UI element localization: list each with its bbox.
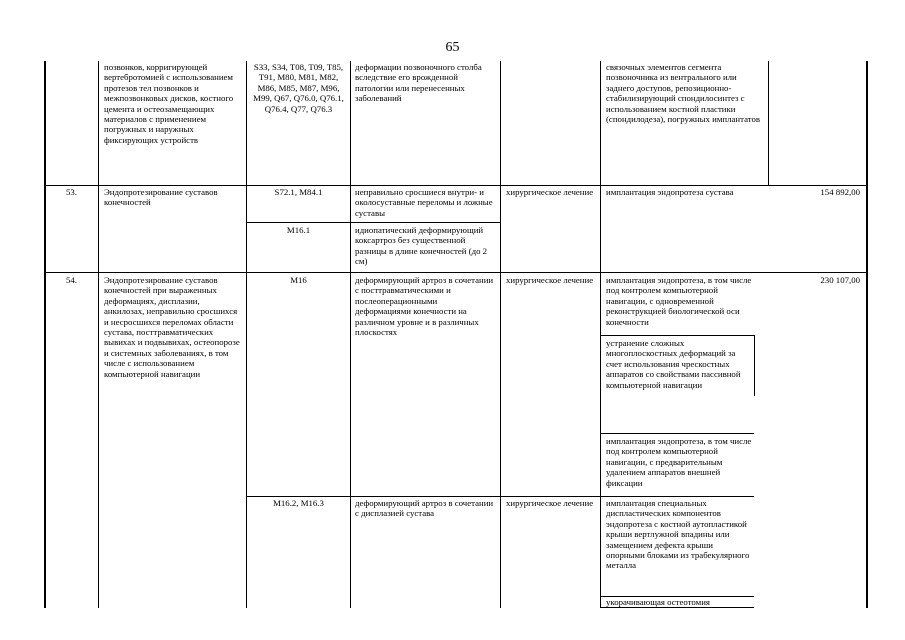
row-cost: 230 107,00 (820, 275, 860, 285)
row-codes: M16 (290, 275, 307, 285)
row-model: неправильно сросшиеся внутри- и околосуставные переломы и ложные суставы (355, 187, 493, 218)
row-number: 53. (66, 187, 77, 197)
row-codes: S72.1, M84.1 (274, 187, 323, 197)
row-codes: M16.1 (286, 225, 311, 235)
row-name: позвонков, корригирующей вертебротомией с использованием протезов тел позвонков и межпозвонковых дисков, костного цемента и остеозамещающих материалов с применением погружных и наружных фиксирующих устройств (104, 62, 234, 145)
row-treatment-type: хирургическое лечение (506, 187, 594, 197)
row-method: имплантация эндопротеза, в том числе под контролем компьютерной навигации, с одновременной реконструкцией биологической оси конечности (606, 275, 752, 327)
row-name: Эндопротезирование суставов конечностей (104, 187, 218, 208)
row-cost: 154 892,00 (820, 187, 860, 197)
row-model: деформирующий артроз в сочетании с дисплазией сустава (355, 498, 494, 519)
row-method: укорачивающая остеотомия (606, 597, 710, 607)
row-method: связочных элементов сегмента позвоночника из вентрального или заднего доступов, репозиционно-стабилизирующий спондилосинтез с использованием костной пластики (спондилодеза), погружных имплантатов (606, 62, 761, 125)
row-method: имплантация специальных диспластических компонентов эндопротеза с костной аутопластикой крыши вертлужной впадины или замещением дефекта крыши опорными блоками из трабекулярного металла (606, 498, 750, 571)
row-treatment-type: хирургическое лечение (506, 275, 594, 285)
row-method: имплантация эндопротеза, в том числе под контролем компьютерной навигации, с предварительным удалением аппаратов внешней фиксации (606, 436, 752, 488)
row-method: устранение сложных многоплоскостных деформаций за счет использования чрескостных аппаратов со свойствами пассивной компьютерной навигации (606, 338, 741, 390)
row-name: Эндопротезирование суставов конечностей при выраженных деформациях, дисплазии, анкилозах, неправильно сросшихся и несросшихся переломах области сустава, посттравматических вывихах и подвывихах, остеопорозе и системных заболеваниях, в том числе с использованием компьютерной навигации (104, 275, 240, 379)
row-number: 54. (66, 275, 77, 285)
row-codes: M16.2, M16.3 (273, 498, 324, 508)
row-model: идиопатический деформирующий коксартроз без существенной разницы в длине конечностей (до 2 см) (355, 225, 488, 267)
page-number: 65 (445, 40, 460, 55)
row-treatment-type: хирургическое лечение (506, 498, 594, 508)
row-model: деформации позвоночного столба вследствие его врожденной патологии или перенесенных заболеваний (355, 62, 482, 104)
row-method: имплантация эндопротеза сустава (606, 187, 734, 197)
row-codes: S33, S34, T08, T09, T85, T91, M80, M81, M82, M86, M85, M87, M96, M99, Q67, Q76.0, Q76.1, Q76.4, Q77, Q76.3 (253, 62, 344, 114)
row-model: деформирующий артроз в сочетании с посттравматическими и послеоперационными деформациями конечности на различном уровне и в различных плоскостях (355, 275, 494, 338)
